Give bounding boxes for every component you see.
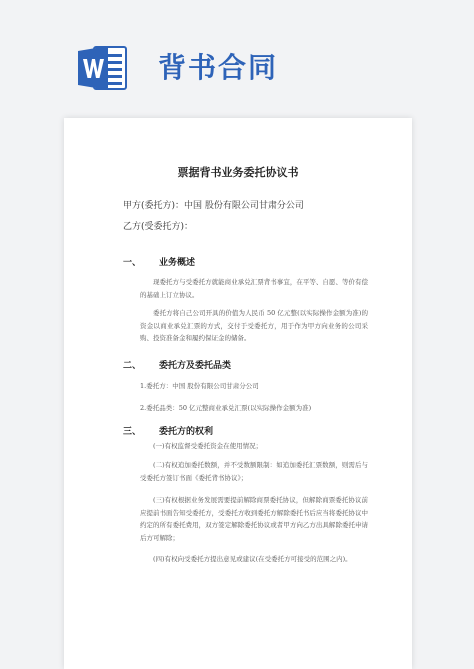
list-item: 2.委托品类：50 亿元整商业承兑汇票(以实际操作金额为准)	[140, 404, 312, 412]
paragraph: (四)有权向受委托方提出意见或建议(在受委托方可接受的范围之内)。	[153, 555, 352, 563]
section-1-heading	[123, 255, 195, 268]
section-number: 三、	[123, 427, 142, 437]
section-3-heading	[123, 424, 213, 437]
party-b: 乙方(受委托方)：	[123, 222, 194, 232]
section-number: 二、	[123, 361, 142, 371]
section-title: 委托方及委托品类	[159, 361, 232, 371]
paragraph: (一)有权监督受委托资金在使用情况；	[153, 442, 263, 450]
header	[0, 0, 474, 118]
document-page	[64, 118, 412, 669]
paragraph: 委托方将自己公司开具的价值为人民币 50 亿元整(以实际操作金额为准)的资金以商业承兑汇票的方式，交付于受委托方，用于作为甲方向业务的公司采购、投资准备金和履约保证金的储备。	[140, 309, 368, 342]
paragraph: (二)有权追加委托数额，并不受数额限制：如追加委托汇票数额，则需后与受委托方签订书面《委托背书协议》；	[140, 461, 368, 482]
paragraph: (三)有权根据业务发展需要提前解除商票委托协议，但解除商票委托协议前应提前书面告知受委托方，受委托方收到委托方解除委托书后应当将委托协议中约定的所有委托费用，双方签定解除委托协议或者甲方向乙方出具解除委托申请后方可解除；	[140, 496, 368, 542]
document-title: 票据背书业务委托协议书	[177, 166, 299, 179]
party-a: 甲方(委托方)：中国 股份有限公司甘肃分公司	[123, 201, 304, 211]
section-number: 一、	[123, 258, 142, 268]
header-title: 背书合同	[158, 51, 279, 84]
section-title: 委托方的权利	[159, 427, 214, 437]
section-2-heading	[123, 358, 231, 371]
section-title: 业务概述	[159, 258, 196, 268]
paragraph: 现委托方与受委托方就能商业承兑汇票背书事宜，在平等、自愿、等价有偿的基础上订立协议。	[140, 278, 368, 299]
word-icon	[78, 44, 128, 92]
list-item: 1.委托方：中国 股份有限公司甘肃分公司	[140, 382, 259, 390]
